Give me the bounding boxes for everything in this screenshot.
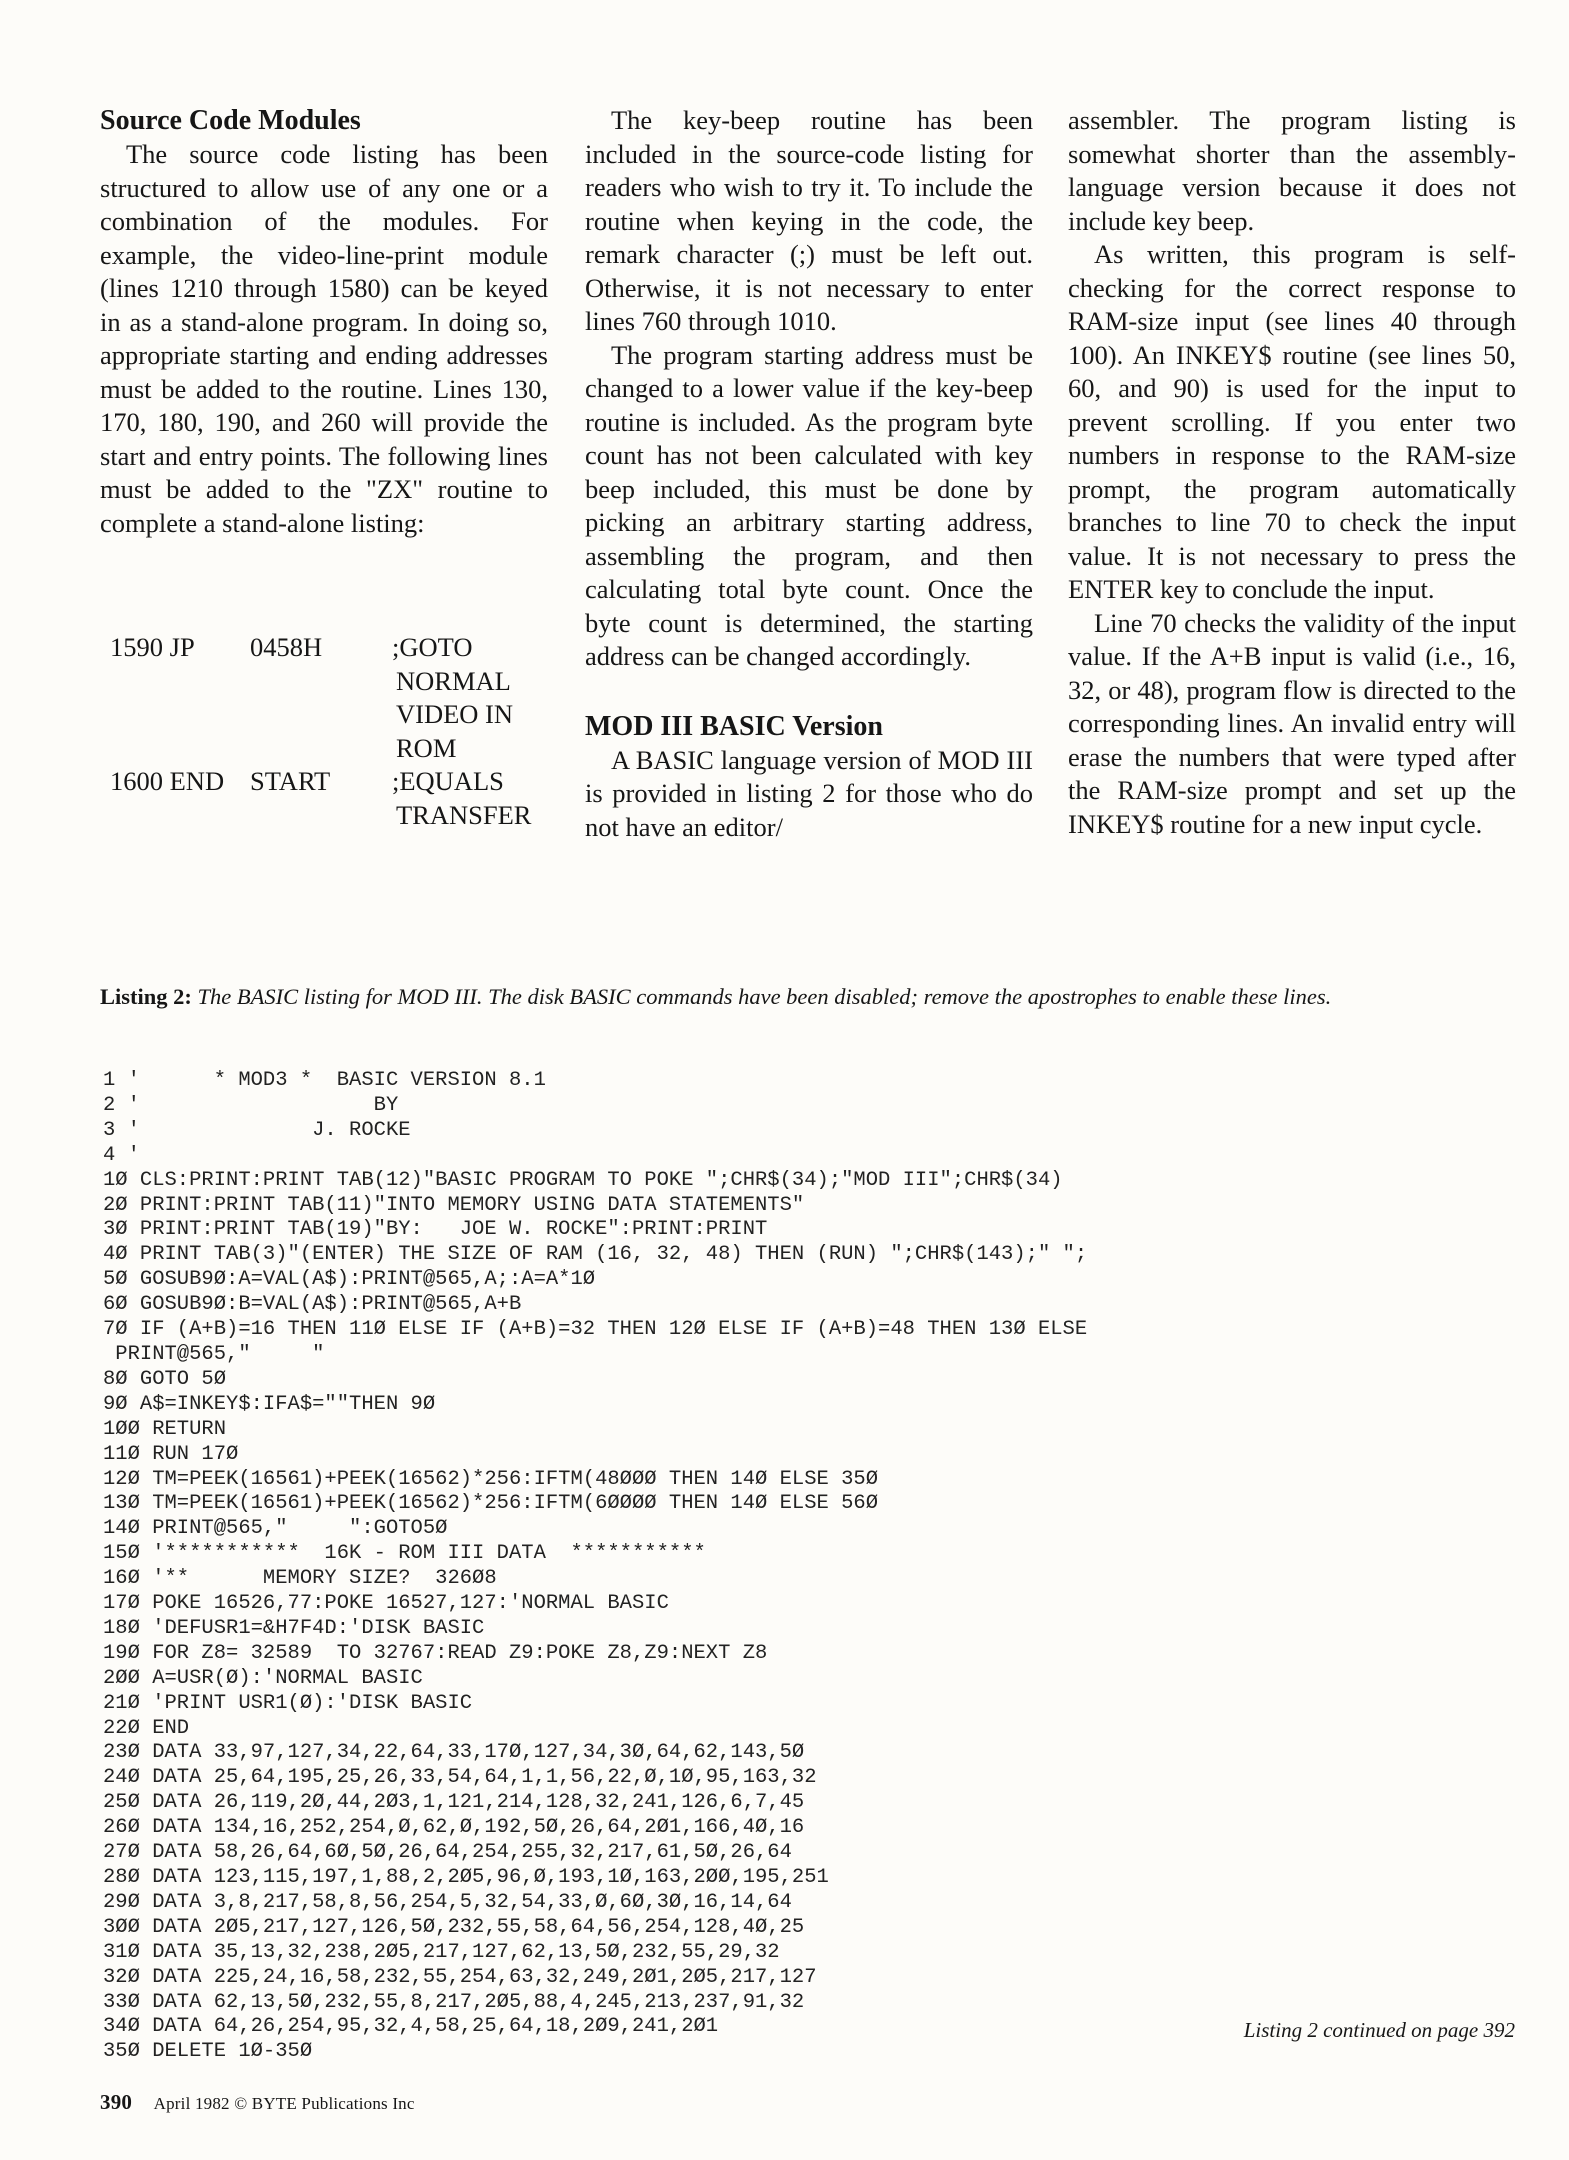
code-line: 16Ø '** MEMORY SIZE? 326Ø8 xyxy=(103,1567,497,1591)
column-1 xyxy=(100,104,548,832)
code-line: PRINT@565," " xyxy=(103,1342,325,1366)
code-line: 12Ø TM=PEEK(16561)+PEEK(16562)*256:IFTM(48ØØØ THEN 14Ø ELSE 35Ø xyxy=(103,1467,879,1491)
code-line: 2ØØ A=USR(Ø):'NORMAL BASIC xyxy=(103,1666,423,1690)
page-footer xyxy=(100,2090,415,2115)
col2-paragraph-2: The program starting address must be changed to a lower value if the key-beep routine is included. As the program byte count has not been calculated with key beep included, this must be done by picking an arbitrary starting address, assembling the program, and then calculating total byte count. Once the byte count is determined, the starting address can be changed accordingly. xyxy=(585,339,1033,671)
code-line: 29Ø DATA 3,8,217,58,8,56,254,5,32,54,33,Ø,6Ø,3Ø,16,14,64 xyxy=(103,1890,792,1914)
code-line: 3Ø PRINT:PRINT TAB(19)"BY: JOE W. ROCKE":PRINT:PRINT xyxy=(103,1218,768,1242)
caption-label: Listing 2: xyxy=(100,984,192,1009)
code-comment: VIDEO IN xyxy=(396,699,514,729)
code-line: 25Ø DATA 26,119,2Ø,44,2Ø3,1,121,214,128,32,241,126,6,7,45 xyxy=(103,1791,805,1815)
col3-paragraph-3: Line 70 checks the validity of the input value. If the A+B input is valid (i.e., 16, 32, or 48), program flow is directed to the corresponding lines. An invalid entry will erase the numbers that were typed after the RAM-size prompt and set up the INKEY$ routine for a new input cycle. xyxy=(1068,607,1516,839)
code-line: 22Ø END xyxy=(103,1716,190,1740)
code-line: 4 ' xyxy=(103,1143,140,1167)
column-3 xyxy=(1068,104,1516,841)
code-line: 15Ø '*********** 16K - ROM III DATA *********** xyxy=(103,1542,706,1566)
code-line: 33Ø DATA 62,13,5Ø,232,55,8,217,2Ø5,88,4,245,213,237,91,32 xyxy=(103,1990,805,2014)
code-line: 2 ' BY xyxy=(103,1093,399,1117)
code-line: 17Ø POKE 16526,77:POKE 16527,127:'NORMAL BASIC xyxy=(103,1592,669,1616)
code-row-1590-cont xyxy=(100,665,548,699)
code-line: 21Ø 'PRINT USR1(Ø):'DISK BASIC xyxy=(103,1691,473,1715)
code-line: 14Ø PRINT@565," ":GOTO5Ø xyxy=(103,1517,448,1541)
code-line: 1ØØ RETURN xyxy=(103,1417,227,1441)
col1-paragraph-1: The source code listing has been structured to allow use of any one or a combination of the modules. For example, the video-line-print module (lines 1210 through 1580) can be keyed in as a stand-alone program. In doing so, appropriate starting and ending addresses must be added to the routine. Lines 130, 170, 180, 190, and 260 will provide the start and entry points. The following lines must be added to the "ZX" routine to complete a stand-alone listing: xyxy=(100,139,548,538)
code-row-1590 xyxy=(100,631,548,665)
column-2 xyxy=(585,104,1033,844)
code-comment: ROM xyxy=(396,732,457,763)
code-line-label: 1600 END xyxy=(110,766,225,796)
code-line: 4Ø PRINT TAB(3)"(ENTER) THE SIZE OF RAM (16, 32, 48) THEN (RUN) ";CHR$(143);" "; xyxy=(103,1243,1088,1267)
code-line: 28Ø DATA 123,115,197,1,88,2,2Ø5,96,Ø,193,1Ø,163,2ØØ,195,251 xyxy=(103,1866,829,1889)
code-line: 18Ø 'DEFUSR1=&H7F4D:'DISK BASIC xyxy=(103,1616,485,1640)
code-line: 19Ø FOR Z8= 32589 TO 32767:READ Z9:POKE Z8,Z9:NEXT Z8 xyxy=(103,1641,768,1665)
code-row-1600-cont xyxy=(100,799,548,833)
code-line: 26Ø DATA 134,16,252,254,Ø,62,Ø,192,5Ø,26,64,2Ø1,166,4Ø,16 xyxy=(103,1816,805,1840)
code-line: 3ØØ DATA 2Ø5,217,127,126,5Ø,232,55,58,64,56,254,128,4Ø,25 xyxy=(103,1915,805,1939)
col3-paragraph-1: assembler. The program listing is somewhat shorter than the assembly-language version because it does not include key beep. xyxy=(1068,105,1516,236)
basic-code-listing xyxy=(103,1069,1523,2065)
code-line-label: 1590 JP xyxy=(110,632,195,662)
code-comment: NORMAL xyxy=(396,665,511,696)
code-line: 1 ' * MOD3 * BASIC VERSION 8.1 xyxy=(103,1069,546,1092)
code-comment: ;GOTO xyxy=(392,632,473,662)
col2-paragraph-1: The key-beep routine has been included in the source-code listing for readers who wish to try it. To include the routine when keying in the code, the remark character (;) must be left out. Otherwise, it is not necessary to enter lines 760 through 1010. xyxy=(585,105,1033,336)
code-line: 6Ø GOSUB9Ø:B=VAL(A$):PRINT@565,A+B xyxy=(103,1293,522,1317)
col2-paragraph-3: A BASIC language version of MOD III is provided in listing 2 for those who do not have an editor/ xyxy=(585,744,1033,842)
code-comment: TRANSFER xyxy=(396,799,532,830)
stand-alone-code-table xyxy=(100,631,548,832)
code-line: 23Ø DATA 33,97,127,34,22,64,33,17Ø,127,34,3Ø,64,62,143,5Ø xyxy=(103,1741,805,1765)
publication-credit: April 1982 © BYTE Publications Inc xyxy=(153,2094,415,2113)
code-line: 9Ø A$=INKEY$:IFA$=""THEN 9Ø xyxy=(103,1392,436,1416)
caption-text: The BASIC listing for MOD III. The disk BASIC commands have been disabled; remove the apostrophes to enable these lines. xyxy=(197,984,1332,1009)
code-comment: ;EQUALS xyxy=(392,766,504,796)
code-line: 8Ø GOTO 5Ø xyxy=(103,1367,227,1391)
code-line: 13Ø TM=PEEK(16561)+PEEK(16562)*256:IFTM(6ØØØØ THEN 14Ø ELSE 56Ø xyxy=(103,1492,879,1516)
code-line: 24Ø DATA 25,64,195,25,26,33,54,64,1,1,56,22,Ø,1Ø,95,163,32 xyxy=(103,1766,817,1790)
code-row-1600 xyxy=(100,765,548,799)
col3-paragraph-2: As written, this program is self-checking for the correct response to RAM-size input (see lines 40 through 100). An INKEY$ routine (see lines 50, 60, and 90) is used for the input to prevent scrolling. If you enter two numbers in response to the RAM-size prompt, the program automatically branches to line 70 to check the input value. It is not necessary to press the ENTER key to conclude the input. xyxy=(1068,239,1516,604)
code-operand: 0458H xyxy=(250,632,323,662)
code-line: 35Ø DELETE 1Ø-35Ø xyxy=(103,2040,313,2064)
listing-caption xyxy=(100,980,1512,1013)
code-line: 11Ø RUN 17Ø xyxy=(103,1442,239,1466)
section-heading-source-code-modules: Source Code Modules xyxy=(100,105,361,136)
code-line: 5Ø GOSUB9Ø:A=VAL(A$):PRINT@565,A;:A=A*1Ø xyxy=(103,1268,596,1292)
code-row-1590-cont xyxy=(100,732,548,766)
code-line: 31Ø DATA 35,13,32,238,2Ø5,217,127,62,13,5Ø,232,55,29,32 xyxy=(103,1940,780,1964)
code-line: 3 ' J. ROCKE xyxy=(103,1118,411,1142)
page-number: 390 xyxy=(100,2090,133,2114)
code-line: 7Ø IF (A+B)=16 THEN 11Ø ELSE IF (A+B)=32 THEN 12Ø ELSE IF (A+B)=48 THEN 13Ø ELSE xyxy=(103,1318,1088,1342)
code-line: 2Ø PRINT:PRINT TAB(11)"INTO MEMORY USING DATA STATEMENTS" xyxy=(103,1193,805,1217)
code-line: 27Ø DATA 58,26,64,6Ø,5Ø,26,64,254,255,32,217,61,5Ø,26,64 xyxy=(103,1841,792,1865)
code-line: 32Ø DATA 225,24,16,58,232,55,254,63,32,249,2Ø1,2Ø5,217,127 xyxy=(103,1965,817,1989)
continued-note: Listing 2 continued on page 392 xyxy=(1243,2018,1515,2042)
section-heading-mod-iii-basic: MOD III BASIC Version xyxy=(585,710,883,742)
code-operand: START xyxy=(250,766,331,796)
code-line: 1Ø CLS:PRINT:PRINT TAB(12)"BASIC PROGRAM TO POKE ";CHR$(34);"MOD III";CHR$(34) xyxy=(103,1168,1063,1192)
code-line: 34Ø DATA 64,26,254,95,32,4,58,25,64,18,2Ø9,241,2Ø1 xyxy=(103,2015,719,2039)
code-row-1590-cont xyxy=(100,698,548,732)
